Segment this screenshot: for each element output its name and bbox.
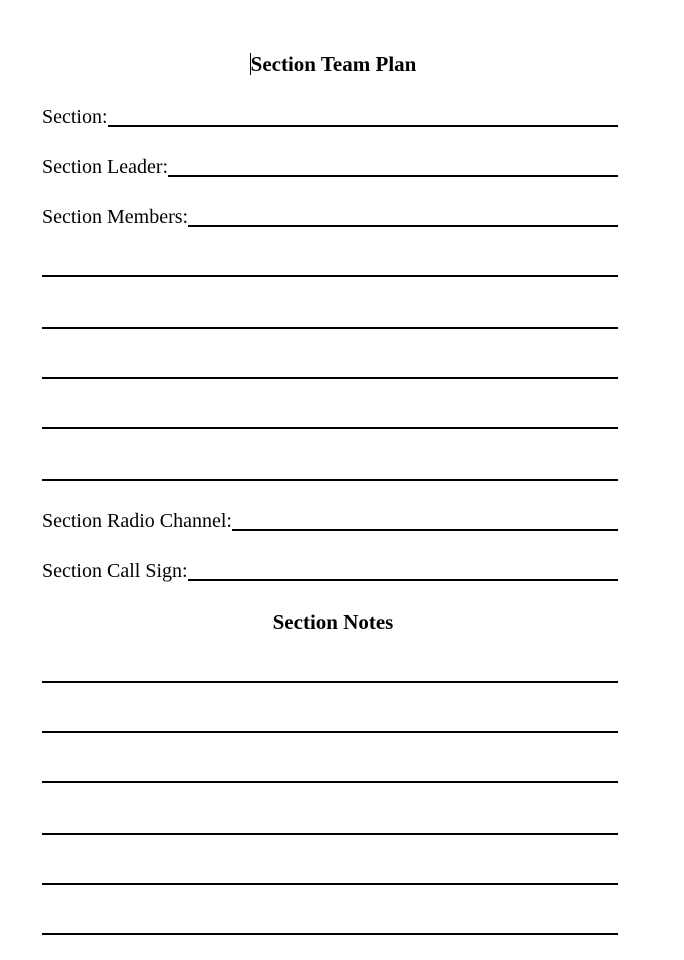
member-line[interactable]: [42, 327, 618, 329]
notes-heading: Section Notes: [272, 610, 394, 634]
section-members-field[interactable]: [42, 201, 618, 227]
member-line[interactable]: [42, 377, 618, 379]
notes-line[interactable]: [42, 781, 618, 783]
notes-line[interactable]: [42, 883, 618, 885]
radio-channel-field[interactable]: [42, 505, 618, 531]
section-blank-line[interactable]: [108, 125, 618, 127]
call-sign-blank-line[interactable]: [188, 579, 618, 581]
section-leader-field[interactable]: [42, 151, 618, 177]
section-label: Section:: [42, 106, 108, 128]
member-line[interactable]: [42, 275, 618, 277]
notes-line[interactable]: [42, 833, 618, 835]
section-members-blank-line[interactable]: [188, 225, 618, 227]
page-title-text: Section Team Plan: [250, 52, 417, 76]
section-leader-blank-line[interactable]: [168, 175, 618, 177]
section-members-label: Section Members:: [42, 206, 189, 228]
page-title: [0, 52, 666, 76]
member-line[interactable]: [42, 479, 618, 481]
section-field[interactable]: [42, 101, 618, 127]
radio-channel-blank-line[interactable]: [232, 529, 618, 531]
notes-line[interactable]: [42, 933, 618, 935]
radio-channel-label: Section Radio Channel:: [42, 510, 232, 532]
call-sign-field[interactable]: [42, 555, 618, 581]
call-sign-label: Section Call Sign:: [42, 560, 188, 582]
member-line[interactable]: [42, 427, 618, 429]
notes-line[interactable]: [42, 681, 618, 683]
section-leader-label: Section Leader:: [42, 156, 169, 178]
notes-line[interactable]: [42, 731, 618, 733]
